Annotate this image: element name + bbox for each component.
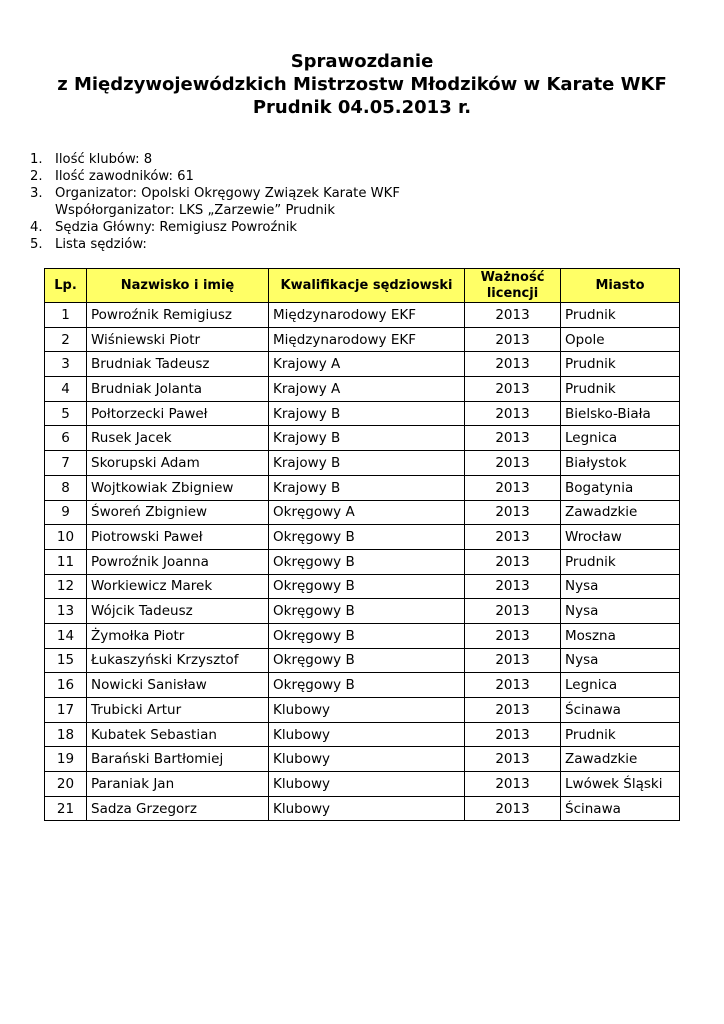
- cell-name: Barański Bartłomiej: [87, 747, 269, 772]
- cell-qualification: Klubowy: [269, 698, 465, 723]
- cell-name: Rusek Jacek: [87, 426, 269, 451]
- table-row: [45, 698, 680, 723]
- table-row: [45, 475, 680, 500]
- cell-city: Nysa: [561, 648, 680, 673]
- cell-name: Kubatek Sebastian: [87, 722, 269, 747]
- cell-city: Prudnik: [561, 352, 680, 377]
- cell-name: Brudniak Tadeusz: [87, 352, 269, 377]
- cell-city: Prudnik: [561, 377, 680, 402]
- info-text: Ilość zawodników: 61: [55, 169, 194, 184]
- table-row: [45, 500, 680, 525]
- info-number: 5.: [30, 237, 43, 252]
- cell-name: Łukaszyński Krzysztof: [87, 648, 269, 673]
- cell-license-year: 2013: [465, 426, 561, 451]
- cell-qualification: Krajowy A: [269, 352, 465, 377]
- cell-lp: 1: [45, 303, 87, 328]
- table-row: [45, 352, 680, 377]
- cell-city: Opole: [561, 327, 680, 352]
- cell-city: Prudnik: [561, 722, 680, 747]
- cell-city: Prudnik: [561, 549, 680, 574]
- cell-lp: 3: [45, 352, 87, 377]
- cell-lp: 10: [45, 525, 87, 550]
- cell-name: Workiewicz Marek: [87, 574, 269, 599]
- cell-qualification: Międzynarodowy EKF: [269, 303, 465, 328]
- table-row: [45, 673, 680, 698]
- cell-city: Wrocław: [561, 525, 680, 550]
- cell-qualification: Okręgowy A: [269, 500, 465, 525]
- cell-qualification: Okręgowy B: [269, 599, 465, 624]
- cell-city: Moszna: [561, 623, 680, 648]
- info-text: Ilość klubów: 8: [55, 152, 153, 167]
- info-item: [30, 151, 400, 168]
- cell-name: Wojtkowiak Zbigniew: [87, 475, 269, 500]
- cell-name: Powroźnik Joanna: [87, 549, 269, 574]
- info-item: [30, 236, 400, 253]
- header-license-line2: licencji: [486, 285, 539, 301]
- cell-license-year: 2013: [465, 549, 561, 574]
- cell-lp: 21: [45, 796, 87, 821]
- info-text: Organizator: Opolski Okręgowy Związek Karate WKF: [55, 186, 400, 201]
- cell-license-year: 2013: [465, 500, 561, 525]
- cell-qualification: Klubowy: [269, 722, 465, 747]
- info-number: 1.: [30, 152, 43, 167]
- cell-city: Legnica: [561, 426, 680, 451]
- cell-qualification: Okręgowy B: [269, 623, 465, 648]
- header-license-validity: [465, 269, 561, 303]
- cell-lp: 20: [45, 772, 87, 797]
- info-text: Lista sędziów:: [55, 237, 147, 252]
- referee-table: [44, 268, 680, 821]
- cell-qualification: Klubowy: [269, 796, 465, 821]
- cell-city: Legnica: [561, 673, 680, 698]
- cell-lp: 15: [45, 648, 87, 673]
- cell-lp: 18: [45, 722, 87, 747]
- cell-name: Paraniak Jan: [87, 772, 269, 797]
- table-row: [45, 574, 680, 599]
- header-lp: Lp.: [45, 269, 87, 303]
- cell-license-year: 2013: [465, 698, 561, 723]
- cell-license-year: 2013: [465, 525, 561, 550]
- cell-city: Ścinawa: [561, 698, 680, 723]
- table-row: [45, 525, 680, 550]
- header-city: Miasto: [561, 269, 680, 303]
- table-row: [45, 772, 680, 797]
- cell-qualification: Klubowy: [269, 747, 465, 772]
- cell-name: Śworeń Zbigniew: [87, 500, 269, 525]
- cell-license-year: 2013: [465, 648, 561, 673]
- cell-license-year: 2013: [465, 747, 561, 772]
- table-row: [45, 401, 680, 426]
- cell-name: Wiśniewski Piotr: [87, 327, 269, 352]
- cell-lp: 11: [45, 549, 87, 574]
- cell-city: Zawadzkie: [561, 747, 680, 772]
- cell-city: Nysa: [561, 574, 680, 599]
- cell-qualification: Okręgowy B: [269, 549, 465, 574]
- table-row: [45, 549, 680, 574]
- cell-city: Lwówek Śląski: [561, 772, 680, 797]
- cell-lp: 19: [45, 747, 87, 772]
- info-item: [30, 219, 400, 236]
- table-row: [45, 722, 680, 747]
- cell-qualification: Krajowy B: [269, 475, 465, 500]
- cell-name: Brudniak Jolanta: [87, 377, 269, 402]
- info-number: 2.: [30, 169, 43, 184]
- header-name: Nazwisko i imię: [87, 269, 269, 303]
- cell-city: Nysa: [561, 599, 680, 624]
- cell-lp: 7: [45, 451, 87, 476]
- report-title: Sprawozdanie: [290, 51, 434, 72]
- cell-name: Żymołka Piotr: [87, 623, 269, 648]
- cell-license-year: 2013: [465, 352, 561, 377]
- report-subtitle: z Międzywojewódzkich Mistrzostw Młodzików w Karate WKF: [57, 74, 667, 95]
- cell-qualification: Międzynarodowy EKF: [269, 327, 465, 352]
- cell-name: Skorupski Adam: [87, 451, 269, 476]
- cell-license-year: 2013: [465, 796, 561, 821]
- cell-city: Zawadzkie: [561, 500, 680, 525]
- cell-lp: 13: [45, 599, 87, 624]
- table-row: [45, 623, 680, 648]
- cell-license-year: 2013: [465, 401, 561, 426]
- info-number: 4.: [30, 220, 43, 235]
- table-row: [45, 377, 680, 402]
- info-text: Współorganizator: LKS „Zarzewie” Prudnik: [55, 203, 335, 218]
- info-list: [30, 151, 400, 253]
- info-number: 3.: [30, 186, 43, 201]
- cell-qualification: Okręgowy B: [269, 525, 465, 550]
- cell-lp: 9: [45, 500, 87, 525]
- header-license-line1: Ważność: [480, 269, 545, 285]
- cell-name: Trubicki Artur: [87, 698, 269, 723]
- cell-license-year: 2013: [465, 599, 561, 624]
- cell-name: Nowicki Sanisław: [87, 673, 269, 698]
- cell-license-year: 2013: [465, 327, 561, 352]
- cell-license-year: 2013: [465, 772, 561, 797]
- report-place-date: Prudnik 04.05.2013 r.: [252, 97, 472, 118]
- cell-city: Prudnik: [561, 303, 680, 328]
- header-qualification: Kwalifikacje sędziowski: [269, 269, 465, 303]
- cell-license-year: 2013: [465, 451, 561, 476]
- table-row: [45, 599, 680, 624]
- table-row: [45, 327, 680, 352]
- cell-license-year: 2013: [465, 574, 561, 599]
- cell-lp: 14: [45, 623, 87, 648]
- cell-license-year: 2013: [465, 722, 561, 747]
- cell-lp: 2: [45, 327, 87, 352]
- cell-lp: 8: [45, 475, 87, 500]
- cell-qualification: Okręgowy B: [269, 648, 465, 673]
- cell-city: Ścinawa: [561, 796, 680, 821]
- cell-lp: 16: [45, 673, 87, 698]
- cell-qualification: Krajowy A: [269, 377, 465, 402]
- cell-name: Sadza Grzegorz: [87, 796, 269, 821]
- cell-city: Bogatynia: [561, 475, 680, 500]
- table-row: [45, 303, 680, 328]
- cell-lp: 12: [45, 574, 87, 599]
- cell-lp: 5: [45, 401, 87, 426]
- cell-license-year: 2013: [465, 475, 561, 500]
- table-row: [45, 451, 680, 476]
- info-item: [30, 168, 400, 185]
- table-row: [45, 747, 680, 772]
- cell-license-year: 2013: [465, 377, 561, 402]
- cell-qualification: Okręgowy B: [269, 574, 465, 599]
- cell-qualification: Okręgowy B: [269, 673, 465, 698]
- cell-lp: 4: [45, 377, 87, 402]
- table-header-row: [45, 269, 680, 303]
- cell-qualification: Krajowy B: [269, 451, 465, 476]
- info-item: [30, 185, 400, 202]
- cell-license-year: 2013: [465, 303, 561, 328]
- cell-name: Powroźnik Remigiusz: [87, 303, 269, 328]
- cell-qualification: Krajowy B: [269, 401, 465, 426]
- cell-name: Piotrowski Paweł: [87, 525, 269, 550]
- cell-license-year: 2013: [465, 623, 561, 648]
- cell-lp: 6: [45, 426, 87, 451]
- info-item: [30, 202, 400, 219]
- table-row: [45, 426, 680, 451]
- cell-city: Bielsko-Biała: [561, 401, 680, 426]
- cell-license-year: 2013: [465, 673, 561, 698]
- cell-name: Połtorzecki Paweł: [87, 401, 269, 426]
- cell-qualification: Klubowy: [269, 772, 465, 797]
- info-text: Sędzia Główny: Remigiusz Powroźnik: [55, 220, 298, 235]
- cell-lp: 17: [45, 698, 87, 723]
- table-row: [45, 796, 680, 821]
- cell-qualification: Krajowy B: [269, 426, 465, 451]
- table-row: [45, 648, 680, 673]
- cell-city: Białystok: [561, 451, 680, 476]
- cell-name: Wójcik Tadeusz: [87, 599, 269, 624]
